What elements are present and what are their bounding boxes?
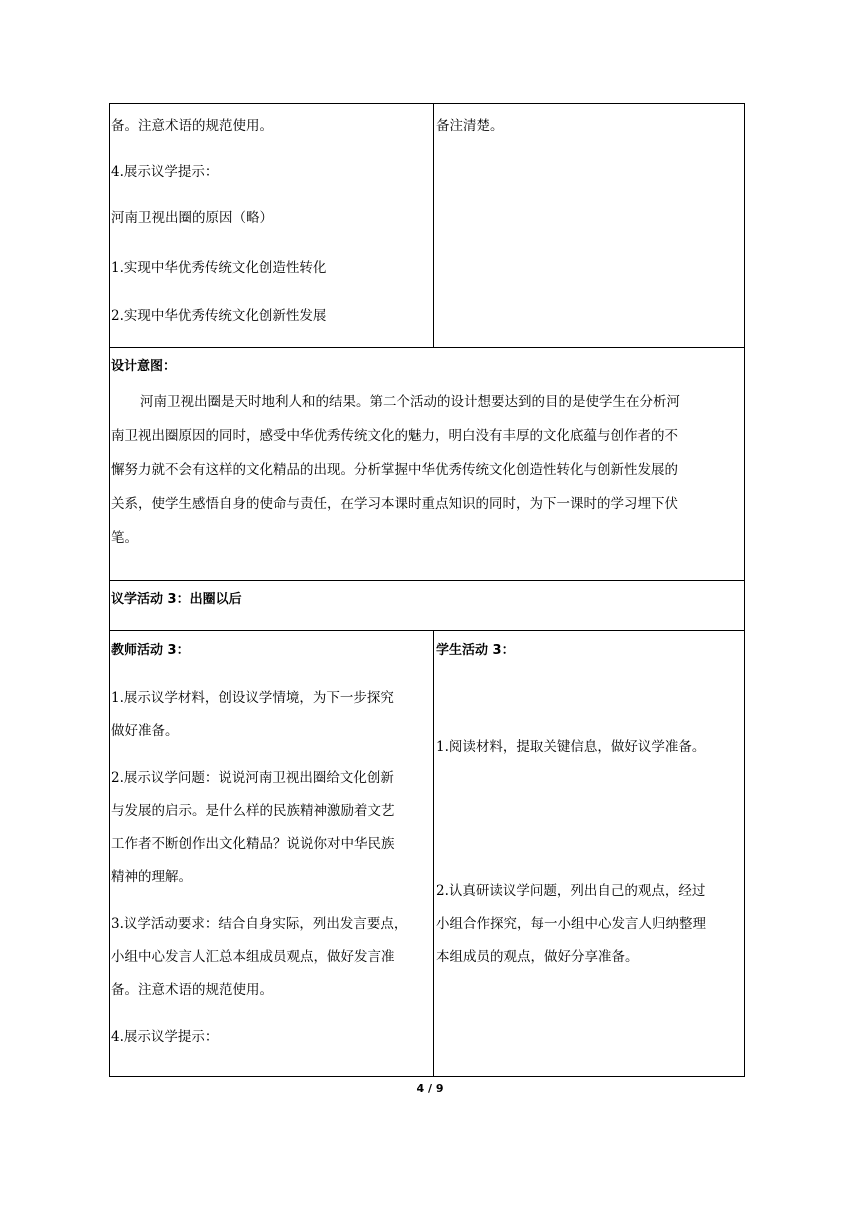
text-line: 备注清楚。 (436, 118, 504, 134)
column-divider (433, 630, 434, 1077)
text-line: 河南卫视出圈的原因（略） (111, 210, 273, 226)
page-number: 4 / 9 (416, 1082, 444, 1095)
text-line: 3.议学活动要求：结合自身实际，列出发言要点， (111, 916, 408, 932)
text-line: 小组合作探究，每一小组中心发言人归纳整理 (436, 916, 706, 932)
text-line: 笔。 (111, 530, 138, 546)
text-line: 1.阅读材料，提取关键信息，做好议学准备。 (436, 739, 706, 755)
text-line: 4.展示议学提示： (111, 164, 219, 180)
text-line: 工作者不断创作出文化精品？说说你对中华民族 (111, 836, 395, 852)
text-line: 河南卫视出圈是天时地利人和的结果。第二个活动的设计想要达到的目的是使学生在分析河 (140, 394, 680, 410)
column-divider (433, 103, 434, 348)
table-divider (109, 630, 745, 631)
text-line: 小组中心发言人汇总本组成员观点，做好发言准 (111, 949, 395, 965)
text-line: 备。注意术语的规范使用。 (111, 982, 273, 998)
text-line: 精神的理解。 (111, 869, 192, 885)
text-line: 关系，使学生感悟自身的使命与责任，在学习本课时重点知识的同时，为下一课时的学习埋下伏 (111, 496, 678, 512)
text-line: 与发展的启示。是什么样的民族精神激励着文艺 (111, 803, 395, 819)
text-line: 1.实现中华优秀传统文化创造性转化 (111, 260, 327, 276)
teacher-heading: 教师活动 3： (111, 643, 190, 658)
text-line: 懈努力就不会有这样的文化精品的出现。分析掌握中华优秀传统文化创造性转化与创新性发展的 (111, 462, 678, 478)
activity-title: 议学活动 3：出圈以后 (111, 592, 242, 607)
table-divider (109, 347, 745, 348)
text-line: 本组成员的观点，做好分享准备。 (436, 949, 639, 965)
text-line: 4.展示议学提示： (111, 1029, 219, 1045)
student-heading: 学生活动 3： (436, 643, 515, 658)
design-heading: 设计意图： (111, 359, 177, 374)
table-divider (109, 580, 745, 581)
text-line: 2.认真研读议学问题，列出自己的观点，经过 (436, 883, 706, 899)
text-line: 做好准备。 (111, 723, 179, 739)
text-line: 南卫视出圈原因的同时，感受中华优秀传统文化的魅力，明白没有丰厚的文化底蕴与创作者的不 (111, 428, 678, 444)
text-line: 1.展示议学材料，创设议学情境，为下一步探究 (111, 690, 394, 706)
text-line: 备。注意术语的规范使用。 (111, 118, 273, 134)
text-line: 2.展示议学问题：说说河南卫视出圈给文化创新 (111, 770, 394, 786)
text-line: 2.实现中华优秀传统文化创新性发展 (111, 308, 327, 324)
